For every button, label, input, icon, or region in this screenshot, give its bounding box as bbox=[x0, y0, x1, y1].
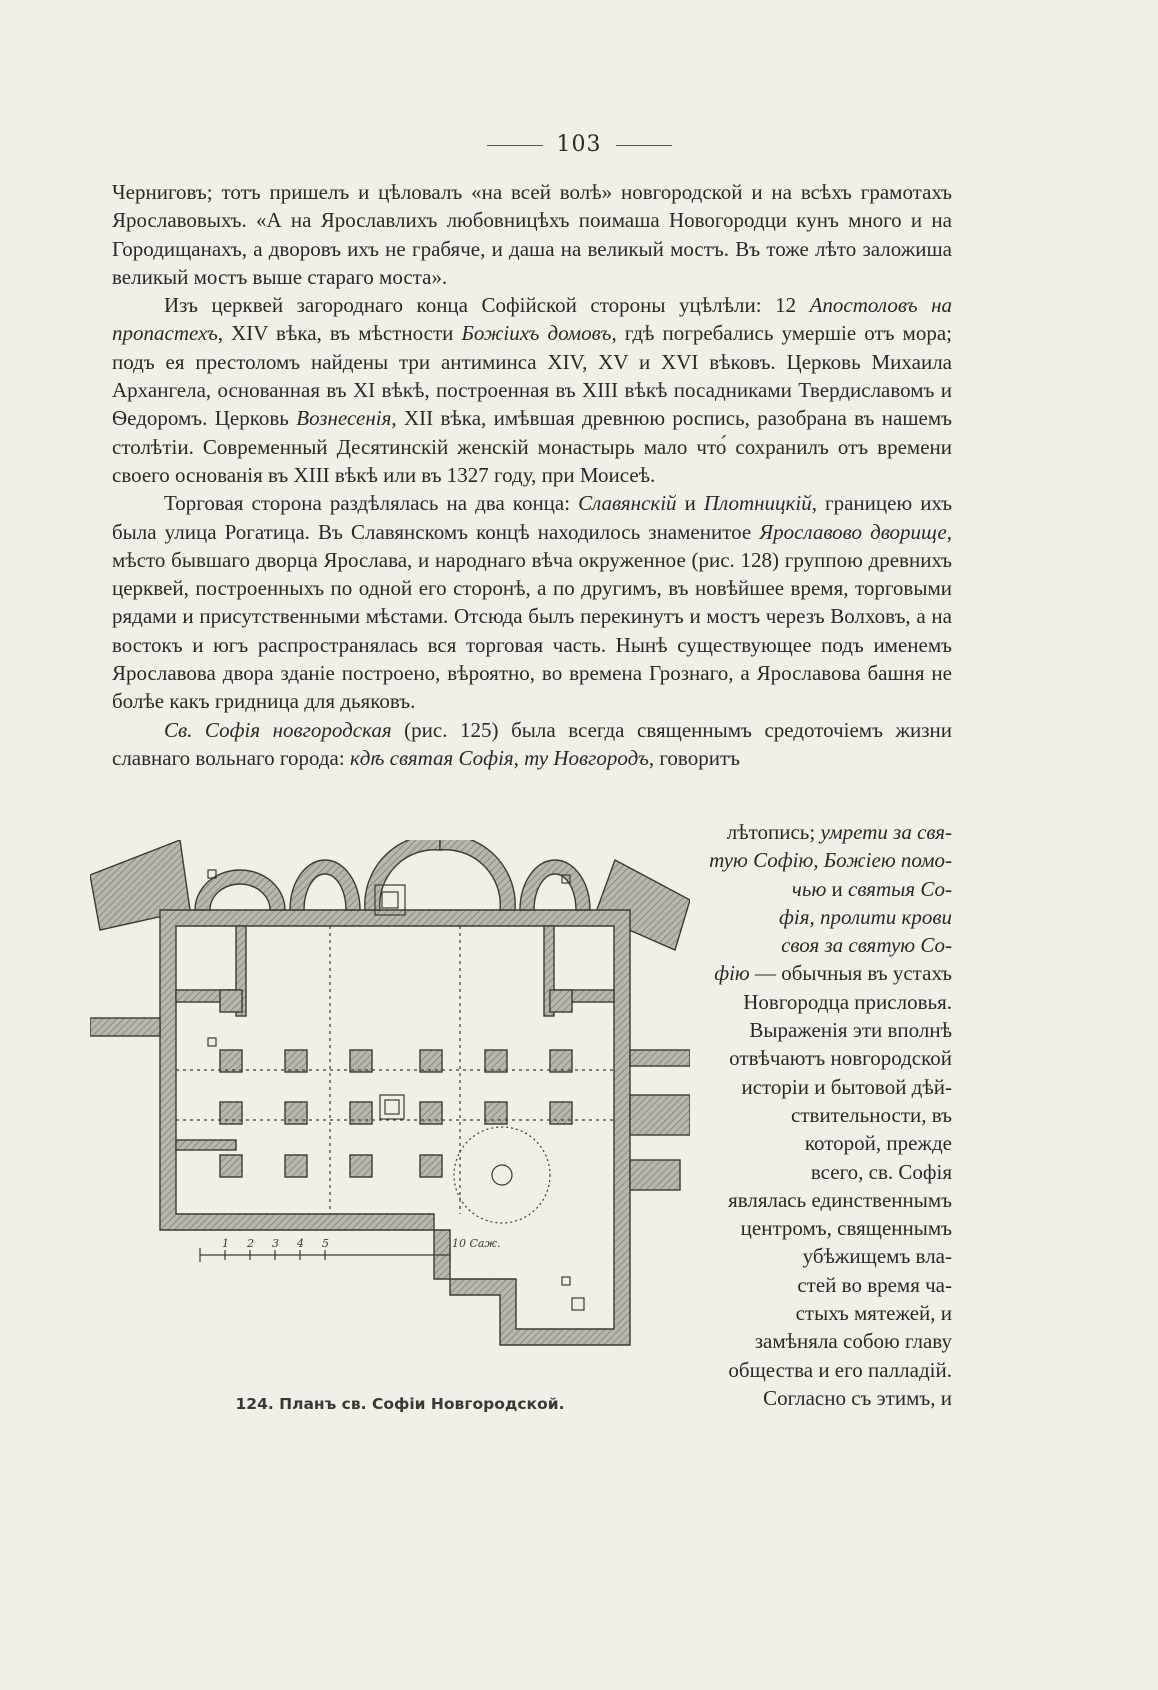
text-run: , гдѣ погребались умершіе отъ мора; подъ ея престоломъ найдены три антиминса XIV, XV и XVI вѣковъ. Церковь Михаила Архангела, основанная въ XI вѣкѣ, построенная въ XIII вѣкѣ посадниками Твердиславомъ и Ѳедоромъ. Церковь bbox=[112, 321, 952, 431]
wrap-line: Согласно съ этимъ, и bbox=[763, 1385, 952, 1410]
wrap-line: которой, прежде bbox=[804, 1131, 952, 1156]
wrap-line bbox=[690, 818, 952, 846]
right-passage-2 bbox=[630, 1095, 690, 1135]
text-run: , мѣсто бывшаго дворца Ярослава, и народнаго вѣча окруженное (рис. 128) группою древнихъ церквей, построенныхъ по одной его сторонѣ, а по другимъ, въ новѣйшее время, торговыми рядами и присутственными мѣстами. Отсюда былъ перекинутъ и мостъ черезъ Волховъ, а на востокъ и югъ распространялась вся торговая часть. Нынѣ существующее подъ именемъ Ярославова двора зданіе построено, вѣроятно, во времена Грознаго, а Ярославова башня не болѣе какъ гридница для дьяковъ. bbox=[112, 519, 952, 714]
italic-run: своя за святую Со- bbox=[781, 933, 952, 958]
italic-run: тую Софію, Божіею помо- bbox=[709, 848, 952, 873]
italic-run: Ярославово дворище bbox=[759, 519, 947, 544]
wrap-line: замѣняла собою главу bbox=[754, 1329, 952, 1354]
apse-3 bbox=[365, 840, 440, 910]
text-run: (рис. 125) была всегда священнымъ средоточіемъ жизни славнаго вольнаго города: bbox=[112, 717, 953, 770]
italic-run: чью bbox=[791, 876, 827, 901]
wrap-line: всего, св. Софія bbox=[810, 1159, 952, 1184]
text-run: лѣтопись; bbox=[726, 820, 821, 844]
page-number bbox=[0, 132, 1158, 157]
italic-run: Плотницкій bbox=[703, 491, 812, 516]
text-run: и bbox=[676, 491, 704, 516]
main-text bbox=[112, 178, 952, 772]
center-square bbox=[380, 1095, 404, 1119]
paragraph-4 bbox=[112, 716, 952, 773]
text-run: , говоритъ bbox=[648, 745, 740, 770]
italic-run: Славянскій bbox=[578, 491, 677, 516]
page-number-right-rule bbox=[616, 145, 672, 146]
text-run: , границею ихъ была улица Рогатица. Въ Славянскомъ концѣ находилось знаменитое bbox=[112, 491, 952, 544]
text-run: , XII вѣка, имѣвшая древнюю роспись, разобрана въ нашемъ столѣтіи. Современный Десятинскій женскій монастырь мало что́ сохранилъ отъ времени своего основанія въ XIII вѣкѣ или въ 1327 году, при Моисеѣ. bbox=[112, 406, 952, 487]
wrap-line: исторіи и бытовой дѣй- bbox=[741, 1074, 952, 1099]
text-run: — обычныя въ устахъ bbox=[749, 961, 952, 986]
scale-label: 10 Саж. bbox=[452, 1237, 501, 1250]
text-run: Изъ церквей загороднаго конца Софійской стороны уцѣлѣли: 12 bbox=[164, 293, 810, 318]
wrap-line bbox=[690, 931, 952, 959]
italic-run: фія, пролити крови bbox=[779, 904, 952, 929]
scale-label: 4 bbox=[297, 1237, 304, 1250]
wrap-line: стей во время ча- bbox=[797, 1272, 952, 1297]
wrap-line: Выраженія эти вполнѣ bbox=[749, 1018, 952, 1043]
stair-tower bbox=[454, 1127, 550, 1223]
floor-plan-drawing bbox=[90, 840, 690, 1370]
apse-2 bbox=[290, 860, 360, 910]
text-run: Торговая сторона раздѣлялась на два конца: bbox=[164, 491, 579, 516]
apse-3b bbox=[440, 840, 515, 910]
wrap-line: являлась единственнымъ bbox=[728, 1187, 952, 1212]
wrap-line bbox=[690, 875, 952, 903]
page-number-text: 103 bbox=[556, 132, 602, 157]
italic-run: фію bbox=[714, 961, 750, 986]
italic-run: умрети за свя- bbox=[820, 820, 952, 844]
scale-bar bbox=[200, 1248, 450, 1262]
inner-wall bbox=[176, 1140, 236, 1150]
paragraph-1: Черниговъ; тотъ пришелъ и цѣловалъ «на всей волѣ» новгородской и на всѣхъ грамотахъ Ярославовыхъ. «А на Ярославлихъ любовницѣхъ поимаша Новогородци кунъ много и на Городищанахъ, а дворовъ ихъ не грабяче, и даша на великый мостъ. Въ тоже лѣто заложиша великый мостъ выше стараго моста». bbox=[112, 180, 952, 289]
wrap-line: центромъ, священнымъ bbox=[740, 1216, 952, 1241]
wrapped-text bbox=[690, 818, 952, 1412]
wrap-line: отвѣчаютъ новгородской bbox=[729, 1046, 952, 1071]
wrap-line: Новгородца присловья. bbox=[743, 989, 952, 1014]
right-wing bbox=[595, 860, 690, 950]
text-run: и bbox=[826, 876, 849, 901]
scale-label: 3 bbox=[272, 1237, 279, 1250]
left-passage bbox=[90, 1018, 160, 1036]
apse-4 bbox=[520, 860, 590, 910]
italic-run: кдѣ святая Софія, ту Новгородъ bbox=[349, 745, 649, 770]
wrap-line: убѣжищемъ вла- bbox=[802, 1244, 952, 1269]
wrap-line: общества и его палладій. bbox=[728, 1357, 952, 1382]
wrap-line: ствительности, въ bbox=[791, 1102, 952, 1127]
pillars bbox=[220, 990, 572, 1177]
wrap-line bbox=[690, 846, 952, 874]
page-number-left-rule bbox=[487, 145, 543, 146]
scale-label: 1 bbox=[222, 1237, 229, 1250]
scale-label: 2 bbox=[247, 1237, 254, 1250]
italic-run: святыя Со- bbox=[848, 876, 952, 901]
paragraph-2 bbox=[112, 291, 952, 489]
wrap-line bbox=[690, 959, 952, 987]
right-passage-3 bbox=[630, 1160, 680, 1190]
italic-run: Божіихъ домовъ bbox=[461, 321, 612, 346]
floor-plan-figure bbox=[90, 840, 690, 1370]
wrap-line bbox=[690, 903, 952, 931]
italic-run: Вознесенія bbox=[296, 406, 392, 431]
paragraph-3 bbox=[112, 489, 952, 715]
wrap-line: стыхъ мятежей, и bbox=[795, 1301, 952, 1326]
text-run: , XIV вѣка, въ мѣстности bbox=[217, 321, 462, 346]
right-passage-1 bbox=[630, 1050, 690, 1066]
figure-caption: 124. Планъ св. Софіи Новгородской. bbox=[235, 1395, 565, 1413]
scale-label: 5 bbox=[322, 1237, 329, 1250]
italic-run: Апостоловъ на пропастехъ bbox=[112, 293, 952, 346]
italic-run: Св. Софія новгородская bbox=[164, 717, 392, 742]
outer-wall bbox=[160, 910, 630, 1345]
